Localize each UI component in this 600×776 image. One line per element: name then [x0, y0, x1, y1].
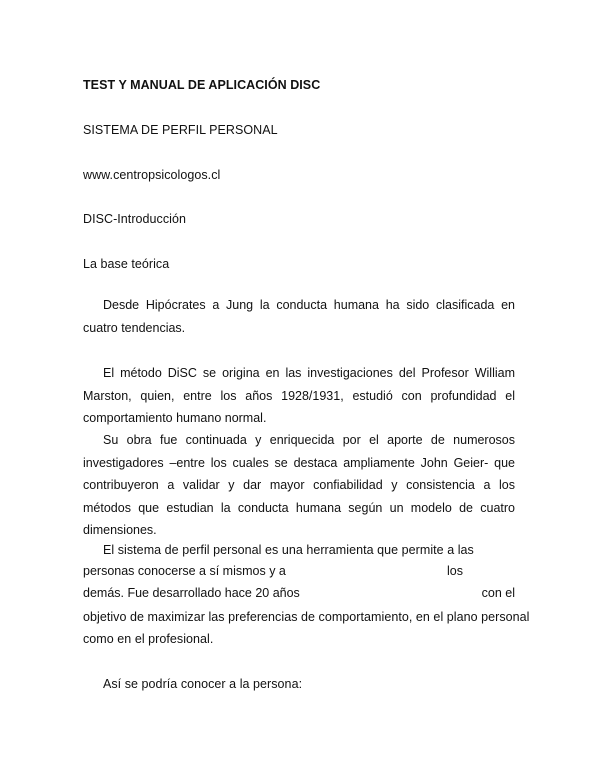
- document-title: TEST Y MANUAL DE APLICACIÓN DISC: [83, 78, 321, 92]
- website-text: www.centropsicologos.cl: [83, 168, 221, 182]
- paragraph-4-line-5: como en el profesional.: [83, 632, 214, 646]
- paragraph-4-line-3-right: con el: [481, 586, 515, 600]
- paragraph-4-line-2-right: los: [447, 564, 463, 578]
- paragraph-3-text: Su obra fue continuada y enriquecida por el aporte de numerosos investigadores –entre los cuales se destaca ampliamente John Geier- que contribuyeron a validar y dar mayor confiabilidad y consistencia a los métodos que estudian la conducta humana según un modelo de cuatro dimensiones.: [83, 433, 515, 537]
- paragraph-4-line-2-left: personas conocerse a sí mismos y a: [83, 564, 286, 578]
- paragraph-2-text: El método DiSC se origina en las investigaciones del Profesor William Marston, quien, entre los años 1928/1931, estudió con profundidad el comportamiento humano normal.: [83, 366, 515, 425]
- subsection-heading: La base teórica: [83, 257, 170, 271]
- paragraph-4-line-2: [83, 560, 515, 583]
- paragraph-1-text: Desde Hipócrates a Jung la conducta humana ha sido clasificada en cuatro tendencias.: [83, 298, 515, 335]
- paragraph-2: [83, 362, 515, 430]
- document-subtitle: SISTEMA DE PERFIL PERSONAL: [83, 123, 278, 137]
- paragraph-4-line-3-left: demás. Fue desarrollado hace 20 años: [83, 586, 300, 600]
- paragraph-5: Así se podría conocer a la persona:: [103, 677, 303, 691]
- paragraph-4-line-4: objetivo de maximizar las preferencias de comportamiento, en el plano personal: [83, 610, 530, 624]
- paragraph-1: [83, 294, 515, 339]
- paragraph-4-line-1: El sistema de perfil personal es una herramienta que permite a las: [103, 543, 474, 557]
- paragraph-4-line-3: [83, 582, 515, 605]
- paragraph-3: [83, 429, 515, 542]
- section-heading: DISC-Introducción: [83, 212, 186, 226]
